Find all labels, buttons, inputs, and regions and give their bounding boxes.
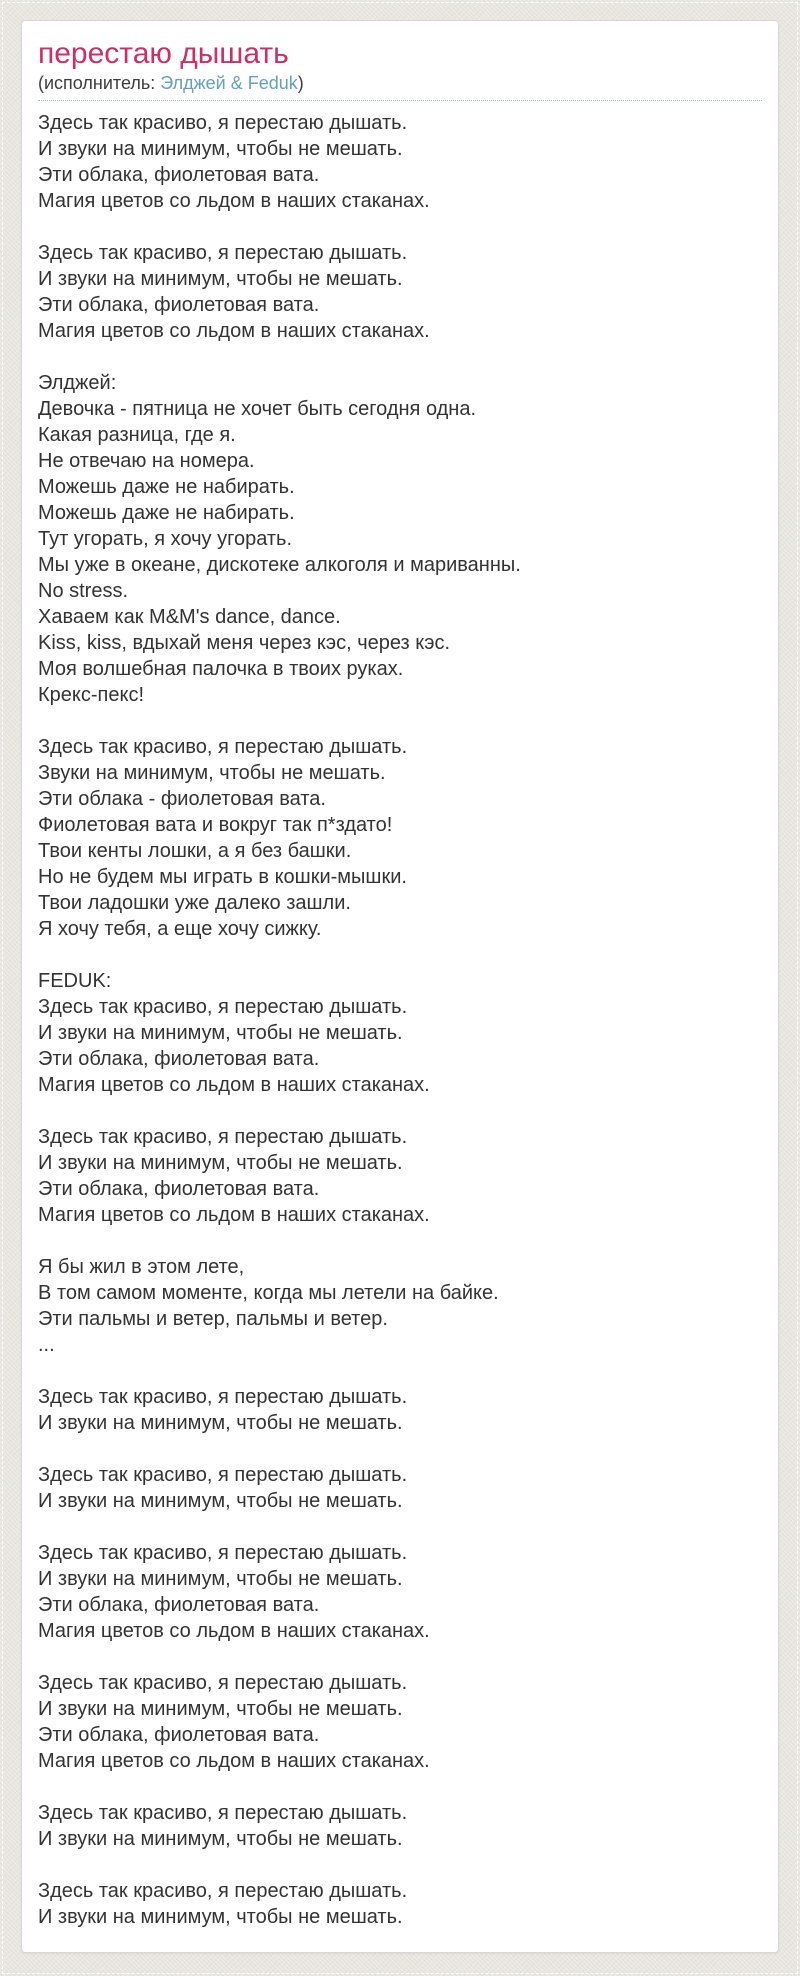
stanza bbox=[38, 1800, 762, 1852]
lyric-line: Фиолетовая вата и вокруг так п*здато! bbox=[38, 814, 393, 836]
lyric-line: Эти облака, фиолетовая вата. bbox=[38, 1048, 320, 1070]
lyric-line: Я хочу тебя, а еще хочу сижку. bbox=[38, 918, 322, 940]
stanza bbox=[38, 1254, 762, 1358]
lyric-line: И звуки на минимум, чтобы не мешать. bbox=[38, 1906, 403, 1928]
lyric-line: Эти облака, фиолетовая вата. bbox=[38, 1178, 320, 1200]
lyric-line: Я бы жил в этом лете, bbox=[38, 1256, 245, 1278]
lyric-line: Здесь так красиво, я перестаю дышать. bbox=[38, 1672, 408, 1694]
lyric-line: И звуки на минимум, чтобы не мешать. bbox=[38, 1022, 403, 1044]
lyric-line: ... bbox=[38, 1334, 55, 1356]
stanza bbox=[38, 110, 762, 214]
lyric-line: Kiss, kiss, вдыхай меня через кэс, через кэс. bbox=[38, 632, 451, 654]
lyric-line: Магия цветов со льдом в наших стаканах. bbox=[38, 320, 430, 342]
lyric-line: Мы уже в океане, дискотеке алкоголя и мариванны. bbox=[38, 554, 521, 576]
stanza bbox=[38, 370, 762, 708]
lyric-line: Девочка - пятница не хочет быть сегодня одна. bbox=[38, 398, 477, 420]
lyric-line: Эти облака, фиолетовая вата. bbox=[38, 164, 320, 186]
stanza bbox=[38, 1124, 762, 1228]
stanza bbox=[38, 734, 762, 942]
artist-line bbox=[38, 71, 762, 101]
lyric-line: Твои кенты лошки, а я без башки. bbox=[38, 840, 352, 862]
lyric-line: И звуки на минимум, чтобы не мешать. bbox=[38, 1152, 403, 1174]
lyric-line: Магия цветов со льдом в наших стаканах. bbox=[38, 1750, 430, 1772]
lyric-line: Здесь так красиво, я перестаю дышать. bbox=[38, 112, 408, 134]
lyric-line: Не отвечаю на номера. bbox=[38, 450, 255, 472]
lyric-line: Моя волшебная палочка в твоих руках. bbox=[38, 658, 404, 680]
lyric-line: Здесь так красиво, я перестаю дышать. bbox=[38, 1386, 408, 1408]
lyric-line: Магия цветов со льдом в наших стаканах. bbox=[38, 190, 430, 212]
stanza bbox=[38, 1540, 762, 1644]
lyric-line: Тут угорать, я хочу угорать. bbox=[38, 528, 293, 550]
lyric-line: Здесь так красиво, я перестаю дышать. bbox=[38, 996, 408, 1018]
lyric-line: Можешь даже не набирать. bbox=[38, 502, 295, 524]
lyric-line: Здесь так красиво, я перестаю дышать. bbox=[38, 1880, 408, 1902]
artist-close-paren: ) bbox=[297, 73, 304, 93]
lyric-line: Здесь так красиво, я перестаю дышать. bbox=[38, 1542, 408, 1564]
lyric-line: Крекс-пекс! bbox=[38, 684, 145, 706]
lyric-line: И звуки на минимум, чтобы не мешать. bbox=[38, 1490, 403, 1512]
lyric-line: И звуки на минимум, чтобы не мешать. bbox=[38, 1828, 403, 1850]
lyric-line: Магия цветов со льдом в наших стаканах. bbox=[38, 1074, 430, 1096]
lyric-line: Эти облака, фиолетовая вата. bbox=[38, 1724, 320, 1746]
stanza bbox=[38, 1878, 762, 1930]
stanza bbox=[38, 1384, 762, 1436]
lyric-line: Твои ладошки уже далеко зашли. bbox=[38, 892, 351, 914]
stanza bbox=[38, 968, 762, 1098]
lyric-line: Здесь так красиво, я перестаю дышать. bbox=[38, 1802, 408, 1824]
lyric-line: Хаваем как M&M's dance, dance. bbox=[38, 606, 341, 628]
lyric-line: И звуки на минимум, чтобы не мешать. bbox=[38, 268, 403, 290]
lyric-line: FEDUK: bbox=[38, 970, 112, 992]
lyric-line: И звуки на минимум, чтобы не мешать. bbox=[38, 138, 403, 160]
stanza bbox=[38, 240, 762, 344]
lyric-line: Эти облака - фиолетовая вата. bbox=[38, 788, 326, 810]
lyric-line: Эти облака, фиолетовая вата. bbox=[38, 294, 320, 316]
lyric-line: И звуки на минимум, чтобы не мешать. bbox=[38, 1698, 403, 1720]
lyric-line: Здесь так красиво, я перестаю дышать. bbox=[38, 242, 408, 264]
lyric-line: Какая разница, где я. bbox=[38, 424, 236, 446]
lyric-line: Здесь так красиво, я перестаю дышать. bbox=[38, 736, 408, 758]
lyric-line: В том самом моменте, когда мы летели на байке. bbox=[38, 1282, 499, 1304]
lyric-line: И звуки на минимум, чтобы не мешать. bbox=[38, 1412, 403, 1434]
artist-label: (исполнитель: bbox=[38, 73, 161, 93]
lyric-line: Но не будем мы играть в кошки-мышки. bbox=[38, 866, 407, 888]
song-title: перестаю дышать bbox=[38, 37, 289, 70]
lyric-line: И звуки на минимум, чтобы не мешать. bbox=[38, 1568, 403, 1590]
lyric-line: No stress. bbox=[38, 580, 129, 602]
lyric-line: Здесь так красиво, я перестаю дышать. bbox=[38, 1464, 408, 1486]
stanza bbox=[38, 1670, 762, 1774]
lyric-line: Элджей: bbox=[38, 372, 117, 394]
lyric-line: Здесь так красиво, я перестаю дышать. bbox=[38, 1126, 408, 1148]
lyric-line: Магия цветов со льдом в наших стаканах. bbox=[38, 1204, 430, 1226]
lyrics bbox=[38, 110, 762, 1930]
lyric-line: Можешь даже не набирать. bbox=[38, 476, 295, 498]
lyric-line: Эти облака, фиолетовая вата. bbox=[38, 1594, 320, 1616]
artist-link[interactable]: Элджей & Feduk bbox=[160, 73, 298, 93]
stanza bbox=[38, 1462, 762, 1514]
lyric-line: Звуки на минимум, чтобы не мешать. bbox=[38, 762, 386, 784]
lyric-line: Магия цветов со льдом в наших стаканах. bbox=[38, 1620, 430, 1642]
lyrics-card bbox=[21, 20, 779, 1953]
lyric-line: Эти пальмы и ветер, пальмы и ветер. bbox=[38, 1308, 388, 1330]
